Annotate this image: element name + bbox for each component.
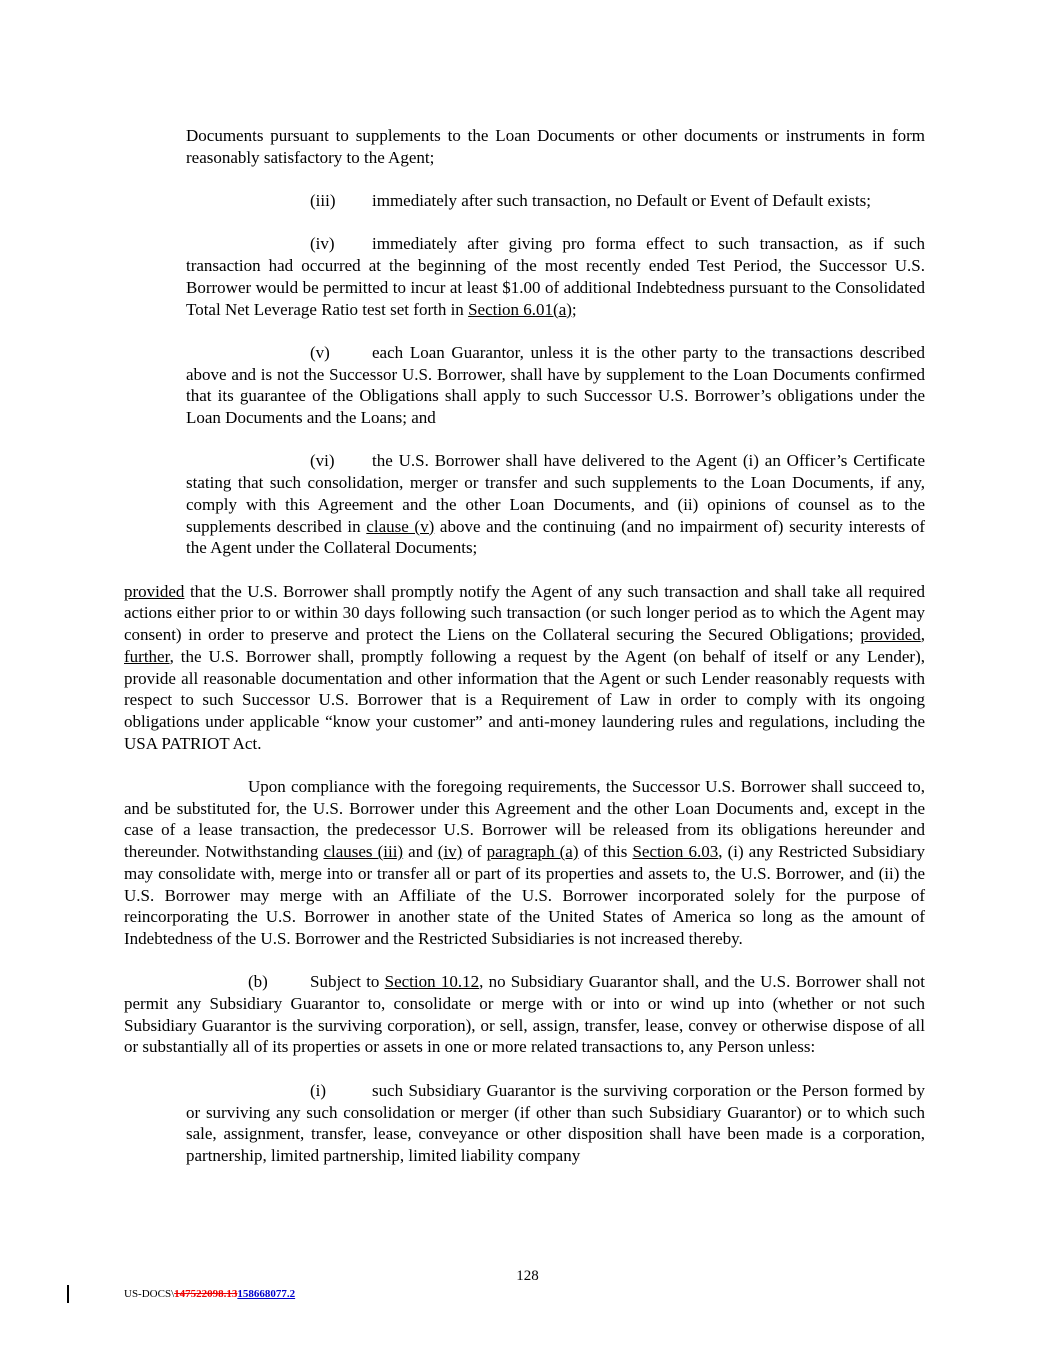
text-run: , no Subsidiary Guarantor shall, and the U.S. Borrower shall not permit any Subsidiary Guarantor to, consolidate or merge with or into or wind up into (whether or not such Subsidiary Guarantor is the surviving corporation), or sell, assign, transfer, lease, convey or otherwise dispose of all or substantially all of its properties or assets in one or more related transactions to, any Person unless: [124, 972, 926, 1057]
text-run: above and the continuing (and no impairment of) security interests of the Agent under the Collateral Documents; [186, 516, 925, 558]
text-run: immediately after giving pro forma effect to such transaction, as if such transaction had occurred at the beginning of the most recently ended Test Period, the Successor U.S. Borrower would be permitted to incur at least $1.00 of additional Indebtedness pursuant to the Consolidated Total Net Leverage Ratio test set forth in [186, 234, 925, 319]
paragraph [186, 342, 925, 429]
text-run: of [462, 842, 487, 862]
cross-reference: Section 6.03 [632, 842, 719, 862]
text-run: ; [571, 299, 577, 319]
paragraph [124, 581, 925, 755]
clause-label: (v) [310, 342, 330, 362]
cross-reference: clause (v) [366, 516, 435, 536]
text-run: of this [578, 842, 633, 862]
clause-label: (iii) [310, 191, 336, 211]
document-id [124, 1288, 295, 1300]
paragraph [186, 1080, 925, 1167]
document-body [0, 125, 1055, 1188]
deleted-doc-id: 147522098.13 [174, 1288, 238, 1300]
paragraph [186, 233, 925, 320]
paragraph [186, 125, 925, 168]
cross-reference: further [124, 646, 170, 666]
cross-reference: provided [124, 581, 185, 601]
cross-reference: (iv) [437, 842, 463, 862]
paragraph [186, 190, 925, 212]
paragraph [124, 776, 925, 950]
text-run: Documents pursuant to supplements to the Loan Documents or other documents or instruments in form reasonably satisfactory to the Agent; [186, 126, 925, 167]
doc-prefix: US-DOCS\ [124, 1288, 175, 1300]
cross-reference: Section 10.12 [384, 972, 480, 992]
cross-reference: provided [860, 625, 921, 645]
clause-label: (vi) [310, 451, 335, 471]
cross-reference: paragraph (a) [486, 842, 579, 862]
text-run: , [920, 625, 925, 645]
text-run: , the U.S. Borrower shall, promptly following a request by the Agent (on behalf of itself or any Lender), provide all reasonable documentation and other information that the Agent or such Lender reasonably requests with respect to such Successor U.S. Borrower that is a Requirement of Law in order to comply with its ongoing obligations under applicable “know your customer” and anti-money laundering rules and regulations, including the USA PATRIOT Act. [124, 646, 925, 753]
text-run: , (i) any Restricted Subsidiary may consolidate with, merge into or transfer all or part of its properties and assets to, the U.S. Borrower, and (ii) the U.S. Borrower may merge with an Affiliate of the U.S. Borrower incorporated solely for the purpose of reincorporating the U.S. Borrower in another state of the United States of America so long as the amount of Indebtedness of the U.S. Borrower and the Restricted Subsidiaries is not increased thereby. [124, 842, 925, 948]
text-run: the U.S. Borrower shall have delivered to the Agent (i) an Officer’s Certificate stating that such consolidation, merger or transfer and such supplements to the Loan Documents, if any, comply with this Agreement and the other Loan Documents, and (ii) opinions of counsel as to the supplements described in [186, 451, 925, 536]
inserted-doc-id: 158668077.2 [237, 1288, 296, 1300]
page-number: 128 [516, 1268, 539, 1284]
text-run: such Subsidiary Guarantor is the surviving corporation or the Person formed by or surviving any such consolidation or merger (if other than such Subsidiary Guarantor) or to which such sale, assignment, transfer, lease, conveyance or other disposition shall have been made is a corporation, partnership, limited partnership, limited liability company [186, 1080, 925, 1165]
change-bar [67, 1285, 69, 1303]
clause-label: (b) [248, 972, 268, 992]
text-run: Subject to [310, 972, 385, 992]
text-run: that the U.S. Borrower shall promptly notify the Agent of any such transaction and shall take all required actions either prior to or within 30 days following such transaction (or such longer period as to which the Agent may consent) in order to preserve and protect the Liens on the Collateral securing the Secured Obligations; [124, 581, 925, 645]
clause-label: (i) [310, 1080, 327, 1100]
text-run: and [403, 842, 438, 862]
text-run: immediately after such transaction, no Default or Event of Default exists; [372, 191, 871, 211]
clause-label: (iv) [310, 234, 335, 254]
paragraph [186, 450, 925, 559]
cross-reference: clauses (iii) [323, 842, 404, 862]
text-run: each Loan Guarantor, unless it is the other party to the transactions described above and is not the Successor U.S. Borrower, shall have by supplement to the Loan Documents confirmed that its guarantee of the Obligations shall apply to such Successor U.S. Borrower’s obligations under the Loan Documents and the Loans; and [186, 342, 925, 428]
paragraph [124, 971, 925, 1058]
cross-reference: Section 6.01(a) [468, 299, 572, 319]
text-run: Upon compliance with the foregoing requirements, the Successor U.S. Borrower shall succeed to, and be substituted for, the U.S. Borrower under this Agreement and the other Loan Documents and, except in the case of a lease transaction, the predecessor U.S. Borrower will be released from its obligations hereunder and thereunder. Notwithstanding [124, 777, 925, 862]
